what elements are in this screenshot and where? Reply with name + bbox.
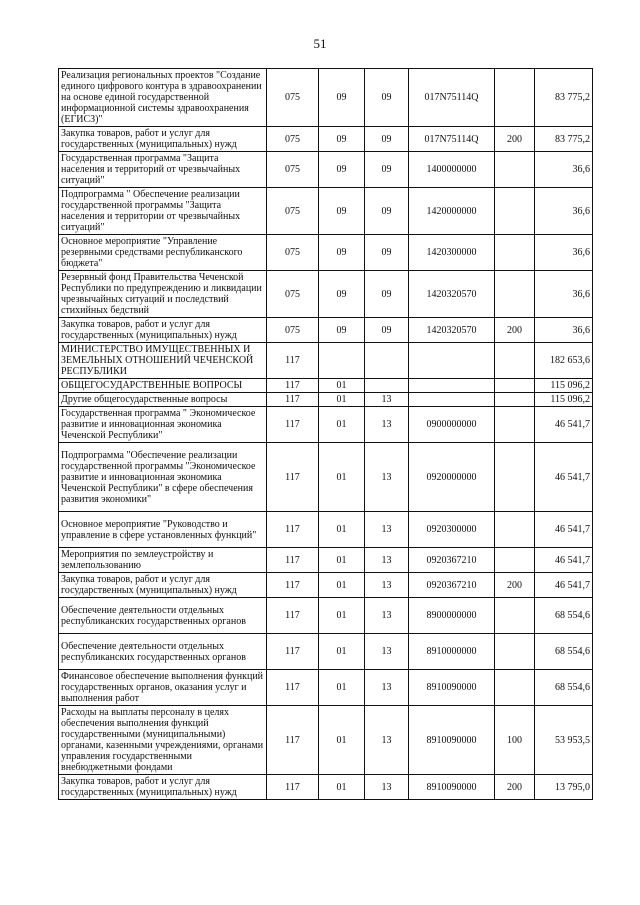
row-name: Подпрограмма " Обеспечение реализации государственной программы "Защита населения и территории от чрезвычайных ситуаций" [59, 188, 267, 235]
row-section-code [319, 343, 365, 379]
row-admin-code: 117 [267, 573, 319, 598]
row-name: Государственная программа " Экономическое развитие и инновационная экономика Чеченской Республики" [59, 407, 267, 443]
row-expense-type [495, 152, 535, 188]
row-subsection-code [365, 343, 409, 379]
row-name: Основное мероприятие "Управление резервными средствами республиканского бюджета" [59, 235, 267, 271]
row-name: Закупка товаров, работ и услуг для государственных (муниципальных) нужд [59, 775, 267, 800]
row-admin-code: 117 [267, 393, 319, 407]
row-expense-type [495, 188, 535, 235]
row-amount: 36,6 [535, 271, 593, 318]
table-row [59, 235, 593, 271]
row-target-article: 8910000000 [409, 634, 495, 670]
row-section-code: 01 [319, 598, 365, 634]
row-target-article [409, 393, 495, 407]
budget-table [58, 68, 593, 800]
table-row [59, 343, 593, 379]
table-row [59, 512, 593, 548]
row-target-article: 0920367210 [409, 573, 495, 598]
row-target-article: 017N75114Q [409, 127, 495, 152]
row-target-article: 0920000000 [409, 443, 495, 512]
row-target-article: 8910090000 [409, 670, 495, 706]
row-name: Обеспечение деятельности отдельных республиканских государственных органов [59, 634, 267, 670]
row-subsection-code: 13 [365, 443, 409, 512]
row-subsection-code: 13 [365, 393, 409, 407]
row-name: Закупка товаров, работ и услуг для государственных (муниципальных) нужд [59, 127, 267, 152]
table-row [59, 379, 593, 393]
table-row [59, 127, 593, 152]
row-name: Реализация региональных проектов "Создание единого цифрового контура в здравоохранении на основе единой государственной информационной системы здравоохранения (ЕГИСЗ)" [59, 69, 267, 127]
row-admin-code: 117 [267, 379, 319, 393]
row-target-article: 0900000000 [409, 407, 495, 443]
row-expense-type: 200 [495, 127, 535, 152]
row-admin-code: 117 [267, 443, 319, 512]
page-number: 51 [313, 36, 327, 51]
row-subsection-code: 13 [365, 407, 409, 443]
table-row [59, 69, 593, 127]
row-expense-type: 200 [495, 775, 535, 800]
row-target-article [409, 379, 495, 393]
row-target-article: 8900000000 [409, 598, 495, 634]
row-amount: 13 795,0 [535, 775, 593, 800]
row-section-code: 01 [319, 634, 365, 670]
row-admin-code: 117 [267, 634, 319, 670]
row-admin-code: 117 [267, 548, 319, 573]
row-name: Закупка товаров, работ и услуг для государственных (муниципальных) нужд [59, 573, 267, 598]
table-row [59, 443, 593, 512]
row-subsection-code [365, 379, 409, 393]
row-subsection-code: 09 [365, 188, 409, 235]
table-row [59, 573, 593, 598]
row-subsection-code: 09 [365, 318, 409, 343]
row-amount: 68 554,6 [535, 634, 593, 670]
row-name: Резервный фонд Правительства Чеченской Республики по предупреждению и ликвидации чрезвычайных ситуаций и последствий стихийных бедствий [59, 271, 267, 318]
row-amount: 46 541,7 [535, 443, 593, 512]
row-section-code: 09 [319, 318, 365, 343]
row-admin-code: 117 [267, 512, 319, 548]
table-row [59, 670, 593, 706]
row-subsection-code: 13 [365, 512, 409, 548]
row-name: Расходы на выплаты персоналу в целях обеспечения выполнения функций государственными (муниципальными) органами, казенными учреждениями, органами управления государственными внебюджетными фондами [59, 706, 267, 775]
row-amount: 68 554,6 [535, 670, 593, 706]
row-subsection-code: 13 [365, 548, 409, 573]
row-subsection-code: 13 [365, 598, 409, 634]
row-expense-type: 200 [495, 318, 535, 343]
row-subsection-code: 13 [365, 706, 409, 775]
row-target-article: 1400000000 [409, 152, 495, 188]
row-name: Финансовое обеспечение выполнения функций государственных органов, оказания услуг и выполнения работ [59, 670, 267, 706]
row-section-code: 01 [319, 443, 365, 512]
row-section-code: 01 [319, 393, 365, 407]
row-admin-code: 075 [267, 152, 319, 188]
table-row [59, 407, 593, 443]
table-row [59, 271, 593, 318]
row-expense-type [495, 443, 535, 512]
row-expense-type [495, 598, 535, 634]
row-section-code: 01 [319, 512, 365, 548]
row-section-code: 01 [319, 573, 365, 598]
row-amount: 83 775,2 [535, 69, 593, 127]
table-row [59, 548, 593, 573]
row-admin-code: 075 [267, 235, 319, 271]
row-subsection-code: 13 [365, 670, 409, 706]
row-admin-code: 075 [267, 271, 319, 318]
row-amount: 46 541,7 [535, 512, 593, 548]
table-row [59, 152, 593, 188]
row-amount: 36,6 [535, 235, 593, 271]
row-admin-code: 075 [267, 127, 319, 152]
row-name: Подпрограмма "Обеспечение реализации государственной программы "Экономическое развитие и инновационная экономика Чеченской Республики" в сфере обеспечения развития экономики" [59, 443, 267, 512]
row-target-article: 1420320570 [409, 318, 495, 343]
row-amount: 83 775,2 [535, 127, 593, 152]
row-admin-code: 075 [267, 318, 319, 343]
row-section-code: 01 [319, 407, 365, 443]
row-amount: 36,6 [535, 188, 593, 235]
row-target-article: 1420300000 [409, 235, 495, 271]
row-name: Другие общегосударственные вопросы [59, 393, 267, 407]
row-target-article: 1420000000 [409, 188, 495, 235]
row-admin-code: 117 [267, 775, 319, 800]
row-expense-type [495, 343, 535, 379]
row-section-code: 09 [319, 271, 365, 318]
row-expense-type [495, 69, 535, 127]
row-target-article: 0920367210 [409, 548, 495, 573]
row-amount: 46 541,7 [535, 407, 593, 443]
row-section-code: 09 [319, 188, 365, 235]
row-expense-type [495, 634, 535, 670]
row-name: Мероприятия по землеустройству и землепользованию [59, 548, 267, 573]
row-section-code: 01 [319, 706, 365, 775]
row-name: МИНИСТЕРСТВО ИМУЩЕСТВЕННЫХ И ЗЕМЕЛЬНЫХ ОТНОШЕНИЙ ЧЕЧЕНСКОЙ РЕСПУБЛИКИ [59, 343, 267, 379]
row-amount: 36,6 [535, 152, 593, 188]
table-row [59, 188, 593, 235]
row-section-code: 01 [319, 379, 365, 393]
row-section-code: 01 [319, 548, 365, 573]
row-section-code: 09 [319, 235, 365, 271]
row-subsection-code: 13 [365, 573, 409, 598]
row-amount: 182 653,6 [535, 343, 593, 379]
row-admin-code: 117 [267, 670, 319, 706]
row-expense-type [495, 670, 535, 706]
row-section-code: 01 [319, 775, 365, 800]
row-subsection-code: 09 [365, 271, 409, 318]
table-row [59, 318, 593, 343]
row-admin-code: 117 [267, 598, 319, 634]
table-row [59, 634, 593, 670]
row-section-code: 09 [319, 127, 365, 152]
row-amount: 46 541,7 [535, 573, 593, 598]
row-target-article: 0920300000 [409, 512, 495, 548]
table-row [59, 775, 593, 800]
row-subsection-code: 13 [365, 775, 409, 800]
row-expense-type [495, 512, 535, 548]
row-expense-type [495, 407, 535, 443]
row-section-code: 09 [319, 69, 365, 127]
row-subsection-code: 09 [365, 235, 409, 271]
row-target-article: 1420320570 [409, 271, 495, 318]
row-admin-code: 117 [267, 706, 319, 775]
row-admin-code: 117 [267, 407, 319, 443]
row-subsection-code: 09 [365, 127, 409, 152]
row-subsection-code: 13 [365, 634, 409, 670]
row-admin-code: 075 [267, 188, 319, 235]
row-section-code: 09 [319, 152, 365, 188]
row-name: Основное мероприятие "Руководство и управление в сфере установленных функций" [59, 512, 267, 548]
row-section-code: 01 [319, 670, 365, 706]
table-row [59, 393, 593, 407]
row-target-article: 017N75114Q [409, 69, 495, 127]
row-expense-type [495, 548, 535, 573]
row-target-article: 8910090000 [409, 775, 495, 800]
table-row [59, 706, 593, 775]
row-target-article: 8910090000 [409, 706, 495, 775]
row-subsection-code: 09 [365, 152, 409, 188]
row-expense-type [495, 393, 535, 407]
row-amount: 36,6 [535, 318, 593, 343]
row-name: Обеспечение деятельности отдельных республиканских государственных органов [59, 598, 267, 634]
row-amount: 115 096,2 [535, 379, 593, 393]
row-admin-code: 117 [267, 343, 319, 379]
row-expense-type: 100 [495, 706, 535, 775]
row-name: Закупка товаров, работ и услуг для государственных (муниципальных) нужд [59, 318, 267, 343]
table-row [59, 598, 593, 634]
row-amount: 68 554,6 [535, 598, 593, 634]
row-target-article [409, 343, 495, 379]
row-amount: 46 541,7 [535, 548, 593, 573]
row-name: ОБЩЕГОСУДАРСТВЕННЫЕ ВОПРОСЫ [59, 379, 267, 393]
row-name: Государственная программа "Защита населения и территорий от чрезвычайных ситуаций" [59, 152, 267, 188]
row-expense-type [495, 235, 535, 271]
row-subsection-code: 09 [365, 69, 409, 127]
row-amount: 53 953,5 [535, 706, 593, 775]
row-expense-type: 200 [495, 573, 535, 598]
row-expense-type [495, 379, 535, 393]
row-amount: 115 096,2 [535, 393, 593, 407]
row-expense-type [495, 271, 535, 318]
row-admin-code: 075 [267, 69, 319, 127]
